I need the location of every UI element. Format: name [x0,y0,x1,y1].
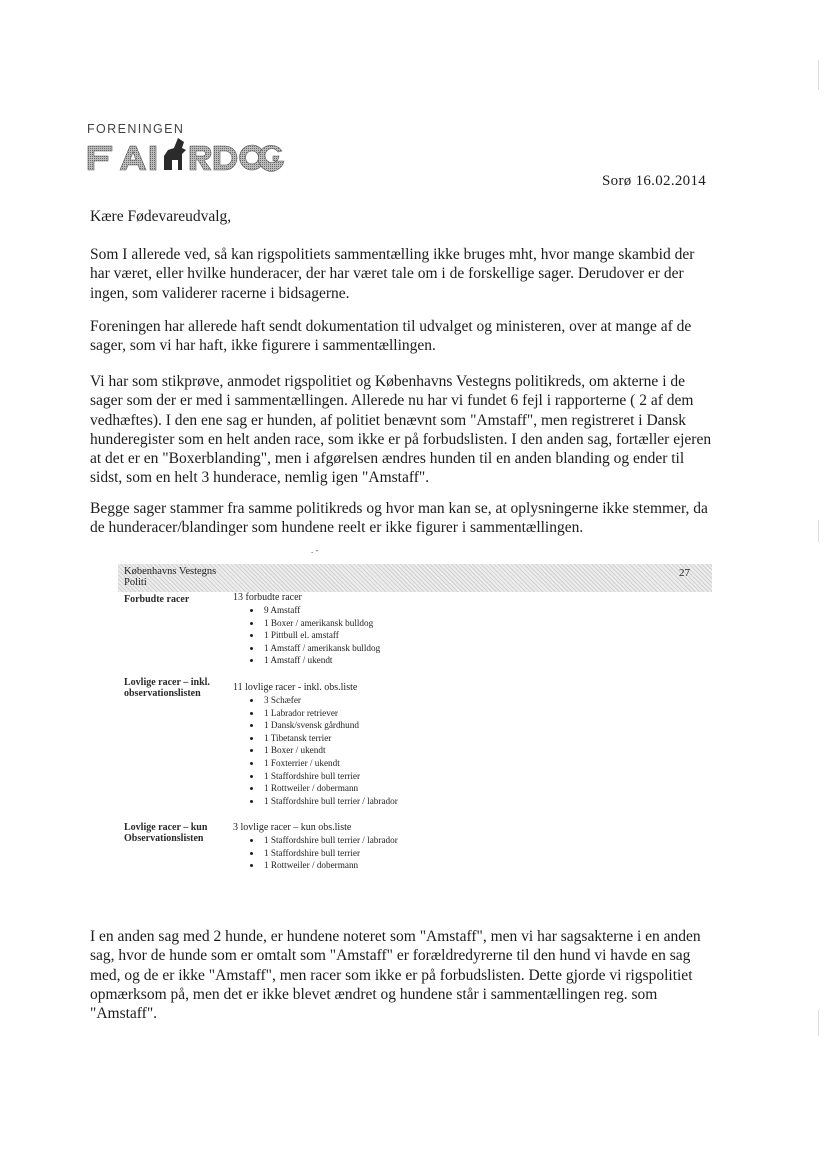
list-item: • 1 Staffordshire bull terrier / labrador [262,795,398,808]
paragraph-line: opmærksom på, men det er ikke blevet ændret og hundene står i sammentællingen reg. som [90,985,658,1003]
paragraph-line: "Amstaff". [90,1005,158,1023]
paragraph-2 [90,317,730,356]
table-header-title [124,566,216,588]
table-header-number: 27 [679,567,690,579]
list-item: • 1 Rottweiler / dobermann [262,859,398,872]
paragraph-line: de hunderacer/blandinger som hundene reelt er ikke figurer i sammentællingen. [90,519,584,537]
section-heading: 3 lovlige racer – kun obs.liste [233,822,352,833]
paragraph-1 [90,245,730,303]
list-item: • 1 Boxer / amerikansk bulldog [262,617,380,630]
table-header-line: Københavns Vestegns [124,566,217,577]
section-list [248,694,398,807]
paragraph-line: sag, hvor de hunde som er omtalt som "Amstaff" er forældredyrerne til den hund vi havde en sag [90,947,691,965]
list-item: • 1 Staffordshire bull terrier [262,770,398,783]
list-item: • 1 Rottweiler / dobermann [262,782,398,795]
list-item: • 3 Schæfer [262,694,398,707]
section-heading: 11 lovlige racer - inkl. obs.liste [233,682,358,693]
paragraph-line: sager som der er med i sammentællingen. Allerede nu har vi fundet 6 fejl i rapporterne ( 2 af dem [90,392,694,410]
section-list [248,604,380,667]
section-label-line: Lovlige racer – inkl. [124,677,210,688]
paragraph-line: med, og de er ikke "Amstaff", men racer som ikke er på forbudslisten. Dette gjorde vi rigspolitiet [90,966,693,984]
list-item: • 1 Amstaff / amerikansk bulldog [262,642,380,655]
fairdog-logo [86,122,286,172]
paragraph-5 [90,927,730,1023]
list-item: • 1 Staffordshire bull terrier / labrador [262,834,398,847]
paragraph-line: Som I allerede ved, så kan rigspolitiets sammentælling ikke bruges mht, hvor mange skambid der [90,246,695,263]
list-item: • 1 Foxterrier / ukendt [262,757,398,770]
paragraph-line: hunderegister som en helt anden race, som ikke er på forbudslisten. I den anden sag, fortæller ejeren [90,430,712,448]
paragraph-line: Begge sager stammer fra samme politikreds og hvor man kan se, at oplysningerne ikke stemmer, da [90,500,708,517]
logo-small-text: FORENINGEN [87,122,185,136]
section-label [124,677,210,699]
section-label [124,822,207,844]
list-item: • 9 Amstaff [262,604,380,617]
paragraph-line: at det er en "Boxerblanding", men i afgørelsen ændres hunden til en anden blanding og ender til [90,450,685,468]
list-item: • 1 Pittbull el. amstaff [262,629,380,642]
section-label-line: observationslisten [124,688,201,699]
scan-margin-mark [818,60,819,90]
list-item: • 1 Dansk/svensk gårdhund [262,719,398,732]
paragraph-line: vedhæftes). I den ene sag er hunden, af politiet benævnt som "Amstaff", men registreret i Dansk [90,411,687,429]
paragraph-line: sager, som vi har haft, ikke figurere i sammentællingen. [90,337,436,355]
scan-margin-mark [818,1010,819,1036]
logo-wordmark [86,136,286,172]
paragraph-line: Vi har som stikprøve, anmodet rigspolitiet og Københavns Vestegns politikreds, om akterne i de [90,373,686,390]
table-header [118,564,712,592]
paragraph-line: Foreningen har allerede haft sendt dokumentation til udvalget og ministeren, over at mange af de [90,318,692,335]
list-item: • 1 Boxer / ukendt [262,744,398,757]
section-heading: 13 forbudte racer [233,592,302,603]
section-list [248,834,398,872]
letter-date: Sorø 16.02.2014 [602,173,707,189]
paragraph-line: sidst, som en helt 3 hunderace, nemlig igen "Amstaff". [90,469,430,487]
paragraph-4 [90,499,730,538]
section-label-line: Lovlige racer – kun [124,822,208,833]
section-label [124,594,189,605]
paragraph-3 [90,372,730,488]
list-item: • 1 Amstaff / ukendt [262,654,380,667]
scan-marks: . - [311,545,319,555]
letter-greeting: Kære Fødevareudvalg, [90,208,232,225]
list-item: • 1 Staffordshire bull terrier [262,847,398,860]
paragraph-line: I en anden sag med 2 hunde, er hundene noteret som "Amstaff", men vi har sagsakterne i en anden [90,928,701,945]
list-item: • 1 Labrador retriever [262,707,398,720]
paragraph-line: ingen, som validerer racerne i bidsagerne. [90,284,350,302]
scan-margin-mark [818,520,819,542]
list-item: • 1 Tibetansk terrier [262,732,398,745]
statistics-table [118,564,712,884]
paragraph-line: har været, eller hvilke hunderacer, der har været tale om i de forskellige sager. Derudover er der [90,265,684,283]
table-header-line: Politi [124,577,147,588]
section-label-line: Observationslisten [124,833,204,844]
section-label-line: Forbudte racer [124,594,190,605]
